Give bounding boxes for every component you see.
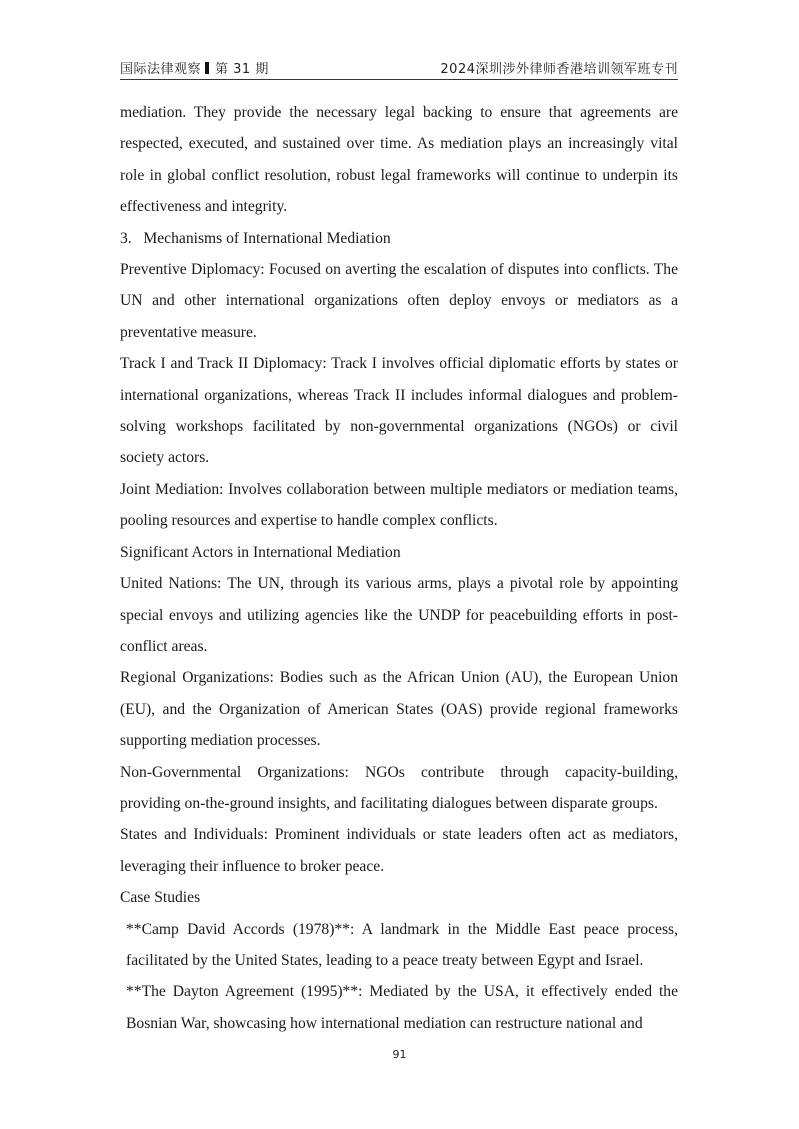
section-heading-mechanisms: 3. Mechanisms of International Mediation	[120, 229, 391, 247]
header-left	[120, 58, 269, 77]
paragraph-dayton-agreement: **The Dayton Agreement (1995)**: Mediated by the USA, it effectively ended the Bosnian War, showcasing how international mediation can restructure national and	[126, 983, 678, 1032]
paragraph-ngos: Non-Governmental Organizations: NGOs contribute through capacity-building, providing on-the-ground insights, and facilitating dialogues between disparate groups.	[120, 763, 678, 812]
paragraph-legal-frameworks: mediation. They provide the necessary legal backing to ensure that agreements are respected, executed, and sustained over time. As mediation plays an increasingly vital role in global conflict resolution, robust legal frameworks will continue to underpin its effectiveness and integrity.	[120, 104, 678, 216]
paragraph-joint-mediation: Joint Mediation: Involves collaboration between multiple mediators or mediation teams, pooling resources and expertise to handle complex conflicts.	[120, 480, 678, 530]
subheading-case-studies: Case Studies	[120, 889, 201, 907]
paragraph-united-nations: United Nations: The UN, through its various arms, plays a pivotal role by appointing special envoys and utilizing agencies like the UNDP for peacebuilding efforts in post-conflict areas.	[120, 575, 678, 655]
header-rule	[120, 79, 678, 80]
page-header	[120, 58, 678, 78]
subheading-significant-actors: Significant Actors in International Mediation	[120, 543, 401, 561]
paragraph-camp-david: **Camp David Accords (1978)**: A landmark in the Middle East peace process, facilitated by the United States, leading to a peace treaty between Egypt and Israel.	[126, 920, 678, 969]
journal-title: 国际法律观察	[120, 62, 202, 77]
paragraph-regional-organizations: Regional Organizations: Bodies such as the African Union (AU), the European Union (EU), and the Organization of American States (OAS) provide regional frameworks supporting mediation processes.	[120, 669, 678, 750]
paragraph-states-individuals: States and Individuals: Prominent individuals or state leaders often act as mediators, leveraging their influence to broker peace.	[120, 826, 678, 875]
paragraph-track-diplomacy: Track I and Track II Diplomacy: Track I involves official diplomatic efforts by states or international organizations, whereas Track II includes informal dialogues and problem-solving workshops facilitated by non-governmental organizations (NGOs) or civil society actors.	[120, 355, 678, 467]
page-number: 91	[392, 1048, 407, 1061]
document-body	[120, 97, 678, 1039]
issue-number: 第 31 期	[215, 62, 269, 77]
special-issue-title: 2024深圳涉外律师香港培训领军班专刊	[440, 62, 678, 77]
header-separator-bar	[205, 62, 209, 74]
paragraph-preventive-diplomacy: Preventive Diplomacy: Focused on averting the escalation of disputes into conflicts. The UN and other international organizations often deploy envoys or mediators as a preventative measure.	[120, 261, 678, 341]
